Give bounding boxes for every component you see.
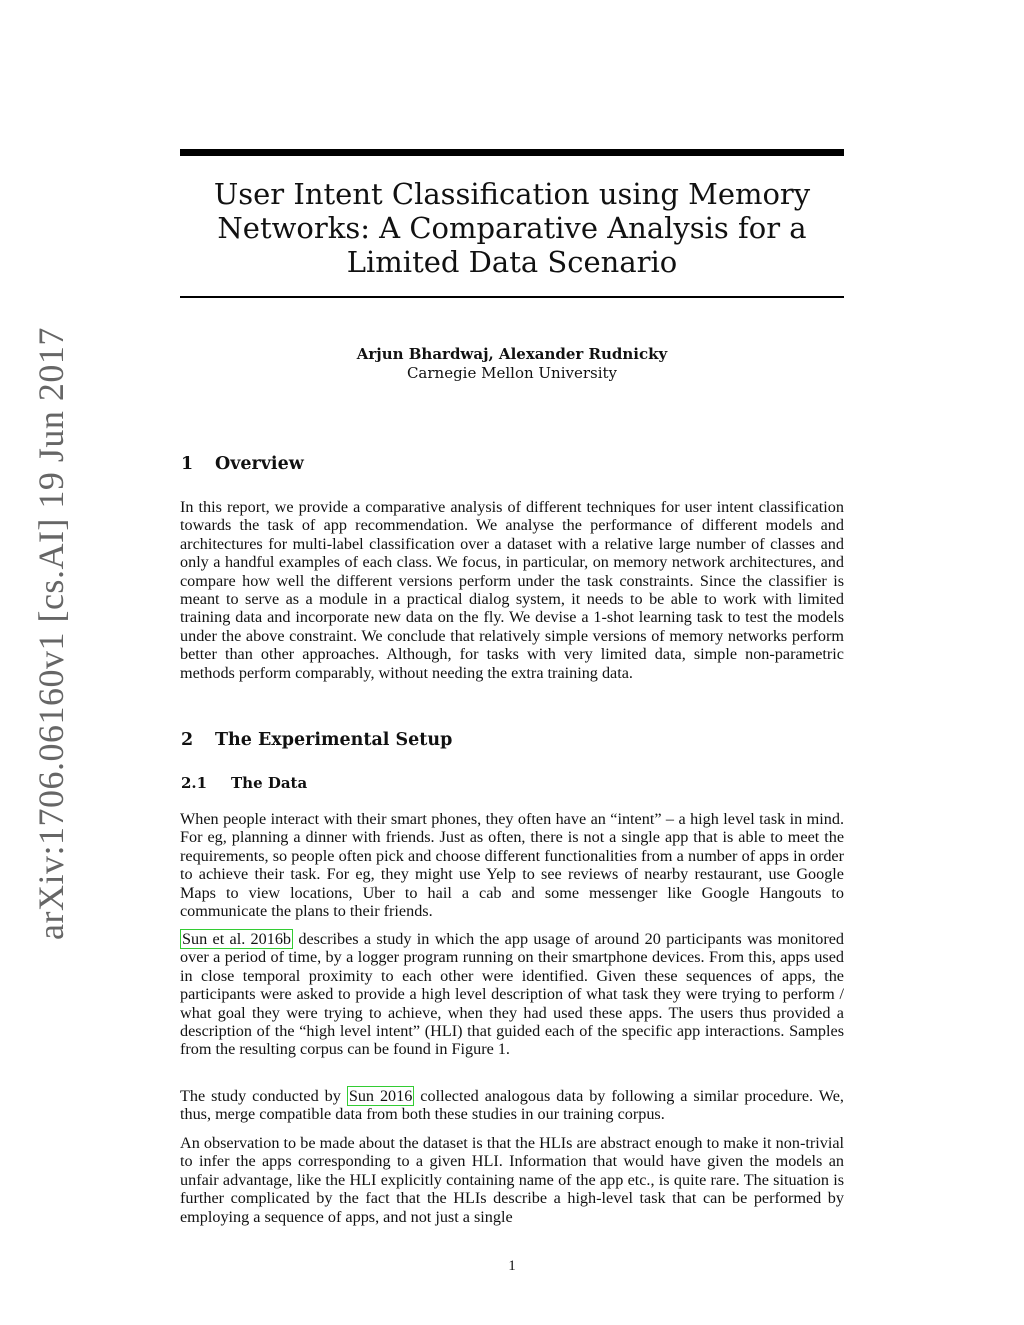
section-heading-overview — [181, 454, 304, 474]
arxiv-identifier-stamp: arXiv:1706.06160v1 [cs.AI] 19 Jun 2017 — [31, 327, 71, 940]
paper-title: User Intent Classification using Memory Networks: A Comparative Analysis for a Limited Data Scenario — [213, 177, 811, 279]
subsection-number: 2.1 — [181, 774, 208, 792]
paragraph-text: The study conducted by — [180, 1087, 347, 1105]
affiliation: Carnegie Mellon University — [406, 364, 618, 382]
data-paragraph-3 — [180, 1087, 844, 1124]
section-title: Overview — [215, 454, 304, 474]
data-paragraph-2 — [180, 930, 844, 1059]
paragraph-text: describes a study in which the app usage of around 20 participants was monitored over a period of time, by a logger program running on their smartphone devices. From this, apps used in close temporal proximity to each other were identified. Given these sequences of apps, the participants were asked to provide a high level description of what task they were trying to perform / what goal they were trying to achieve, when they had used these apps. The users thus provided a description of the “high level intent” (HLI) that guided each of the specific app interactions. Samples from the resulting corpus can be found in Figure 1. — [180, 930, 844, 1059]
page-number: 1 — [508, 1258, 516, 1274]
subsection-heading-data — [181, 774, 307, 792]
data-paragraph-4: An observation to be made about the dataset is that the HLIs are abstract enough to make it non-trivial to infer the apps corresponding to a given HLI. Information that would have given the models an unfair advantage, like the HLI explicitly containing name of the app etc., is quite rare. The situation is further complicated by the fact that the HLIs describe a high-level task that can be performed by employing a sequence of apps, and not just a single — [180, 1134, 844, 1226]
section-heading-setup — [181, 730, 452, 750]
subsection-title: The Data — [231, 774, 308, 792]
overview-paragraph: In this report, we provide a comparative analysis of different techniques for user intent classification towards the task of app recommendation. We analyse the performance of different models and architectures for multi-label classification over a dataset with a relative large number of classes and only a handful examples of each class. We focus, in particular, on memory network architectures, and compare how well the different versions perform under the task constraints. Since the classifier is meant to serve as a module in a practical dialog system, it needs to be able to work with limited training data and incorporate new data on the fly. We devise a 1-shot learning task to test the models under the above constraint. We conclude that relatively simple versions of memory networks perform better than other approaches. Although, for tasks with very limited data, simple non-parametric methods perform comparably, without needing the extra training data. — [180, 498, 844, 682]
citation-link[interactable]: Sun 2016 — [348, 1087, 413, 1105]
section-title: The Experimental Setup — [215, 730, 453, 750]
title-top-rule — [180, 149, 844, 156]
data-paragraph-1: When people interact with their smart phones, they often have an “intent” – a high level task in mind. For eg, planning a dinner with friends. Just as often, there is not a single app that is able to meet the requirements, so people often pick and choose different functionalities from a number of apps in order to achieve their task. For eg, they might use Yelp to see reviews of nearby restaurant, use Google Maps to view locations, Uber to hail a cab and some messenger like Google Hangouts to communicate the plans to their friends. — [180, 810, 844, 921]
citation-link[interactable]: Sun et al. 2016b — [182, 930, 292, 948]
section-number: 1 — [181, 454, 194, 474]
section-number: 2 — [181, 730, 194, 750]
paragraph-text: collected analogous data by following a similar procedure. We, thus, merge compatible data from both these studies in our training corpus. — [180, 1087, 844, 1124]
author-list: Arjun Bhardwaj, Alexander Rudnicky — [356, 345, 668, 363]
title-bottom-rule — [180, 296, 844, 298]
